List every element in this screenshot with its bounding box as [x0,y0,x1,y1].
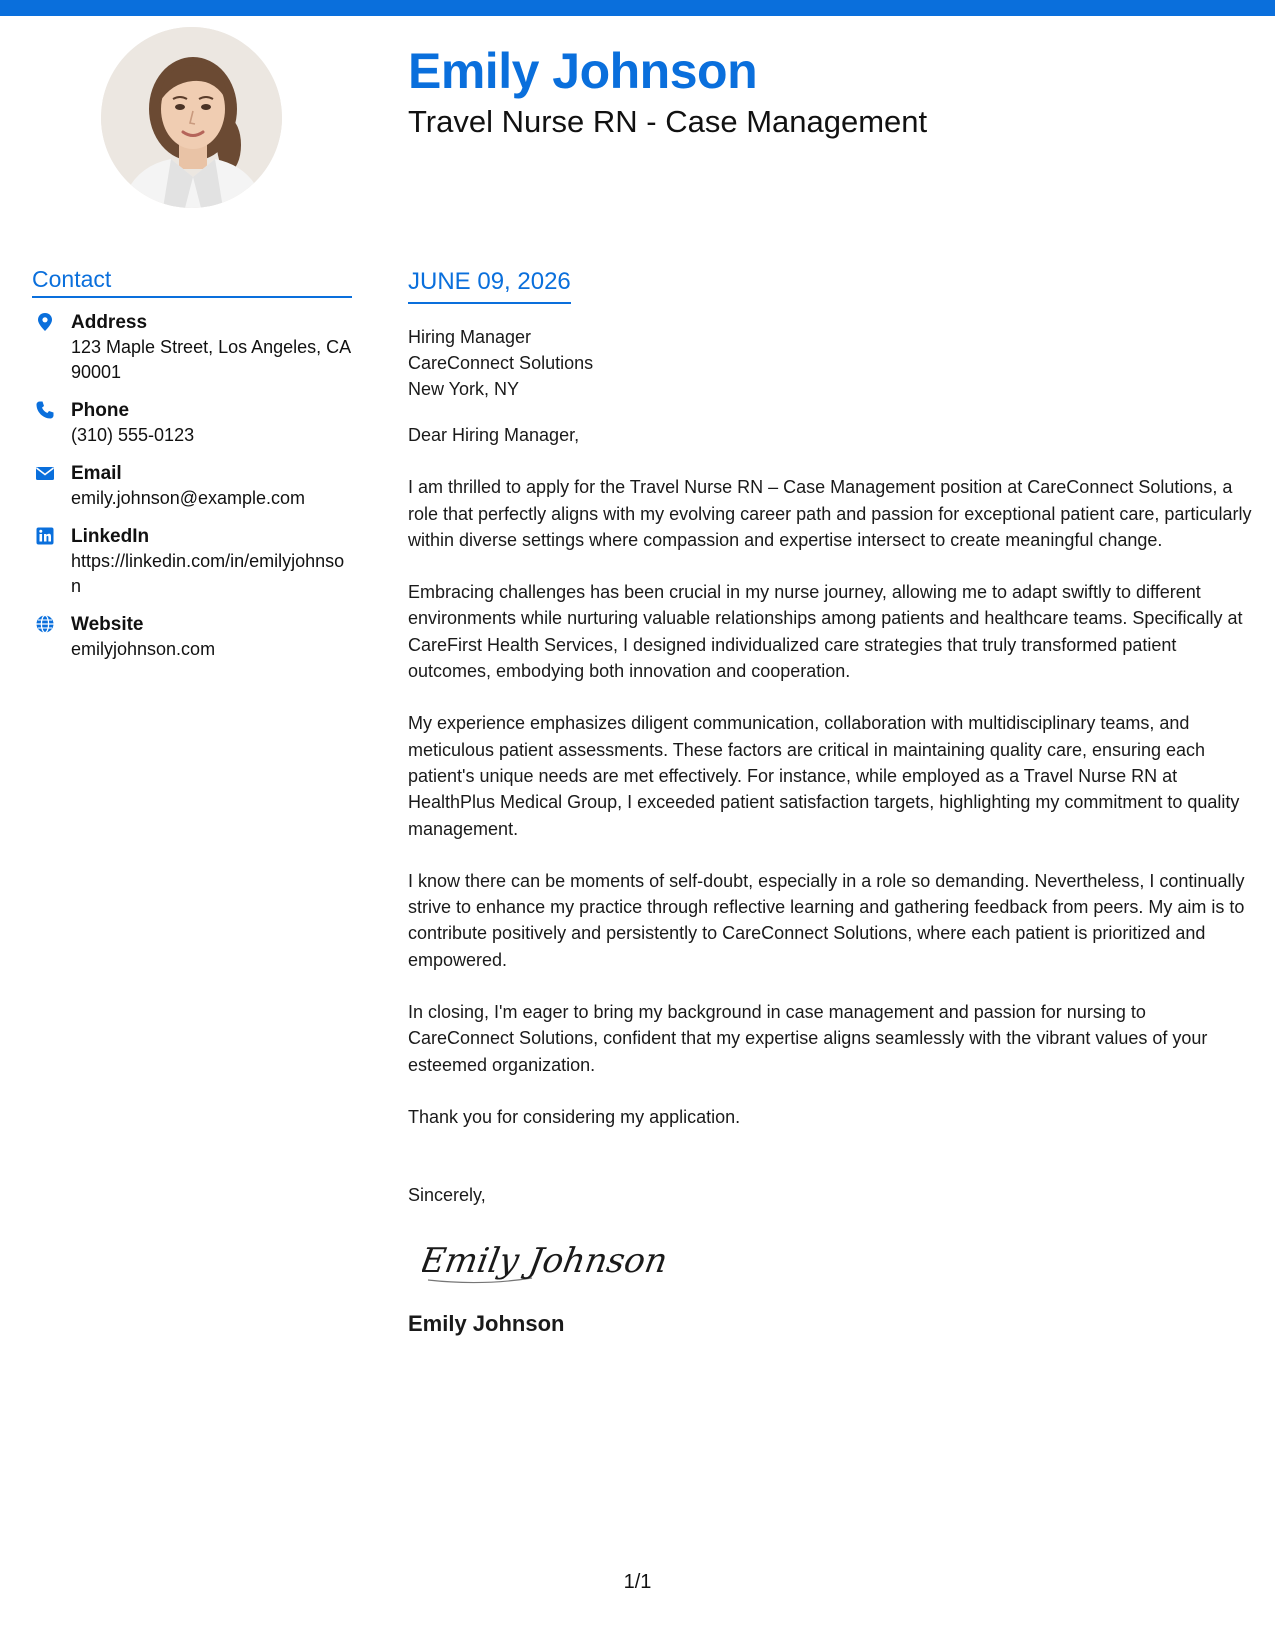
candidate-title: Travel Nurse RN - Case Management [408,104,928,139]
letter-paragraph: My experience emphasizes diligent communication, collaboration with multidisciplinary teams, and meticulous patient assessments. These factors are critical in maintaining quality care, ensuring each patient's unique needs are met effectively. For instance, while employed as a Travel Nurse RN at HealthPlus Medical Group, I exceeded patient satisfaction targets, highlighting my commitment to quality management. [408,713,1240,839]
closing: Sincerely, [408,1185,486,1206]
contact-value[interactable]: https://linkedin.com/in/emilyjohnson [71,551,345,596]
contact-label: Address [71,312,148,333]
contact-label: Website [71,614,144,635]
contact-label: LinkedIn [71,526,150,547]
letter-paragraph: Embracing challenges has been crucial in my nurse journey, allowing me to adapt swiftly to different environments while nurturing valuable relationships among patients and healthcare teams. Specifically at CareFirst Health Services, I designed individualized care strategies that truly transformed patient outcomes, embodying both innovation and cooperation. [408,582,1243,682]
letter-paragraph: Thank you for considering my application. [408,1106,741,1127]
letter-paragraph: In closing, I'm eager to bring my background in case management and passion for nursing to CareConnect Solutions, confident that my expertise aligns seamlessly with the vibrant values of your esteemed organization. [408,1002,1208,1075]
contact-email [32,461,352,511]
letter-paragraph: I know there can be moments of self-doubt, especially in a role so demanding. Nevertheless, I continually strive to enhance my practice through reflective learning and gathering feedback from peers. My aim is to contribute positively and persistently to CareConnect Solutions, where each patient is prioritized and empowered. [408,870,1245,970]
portrait-illustration [101,27,282,208]
contact-value[interactable]: emilyjohnson.com [71,639,216,659]
top-accent-bar [0,0,1275,16]
salutation: Dear Hiring Manager, [408,425,580,445]
contact-value: 123 Maple Street, Los Angeles, CA 90001 [71,337,351,382]
linkedin-icon [35,526,55,546]
cover-letter-body [408,268,1253,1337]
globe-icon [35,614,55,634]
contact-label: Phone [71,400,130,421]
contact-value[interactable]: emily.johnson@example.com [71,488,306,508]
profile-photo [101,27,282,208]
signed-name: Emily Johnson [408,1311,565,1337]
letter-date: JUNE 09, 2026 [408,268,571,304]
contact-website [32,612,352,662]
contact-linkedin [32,524,352,599]
contact-address [32,310,352,385]
candidate-name: Emily Johnson [408,43,758,99]
recipient-line: CareConnect Solutions [408,353,594,373]
recipient-line: New York, NY [408,379,520,399]
map-pin-icon [35,312,55,332]
letter-paragraph: I am thrilled to apply for the Travel Nurse RN – Case Management position at CareConnect Solutions, a role that perfectly aligns with my evolving career path and passion for exceptional patient care, particularly within diverse settings where compassion and expertise intersect to create meaningful change. [408,477,1252,550]
recipient-line: Hiring Manager [408,327,532,347]
contact-value[interactable]: (310) 555-0123 [71,425,195,445]
recipient-block [408,324,1253,402]
contact-label: Email [71,463,122,484]
envelope-icon [35,463,55,483]
contact-heading: Contact [32,266,352,298]
contact-sidebar [32,266,352,675]
signature-image [422,1230,682,1292]
signature-text: Emily Johnson [422,1241,671,1282]
page-number: 1/1 [623,1571,652,1593]
phone-icon [35,400,55,420]
contact-phone [32,398,352,448]
